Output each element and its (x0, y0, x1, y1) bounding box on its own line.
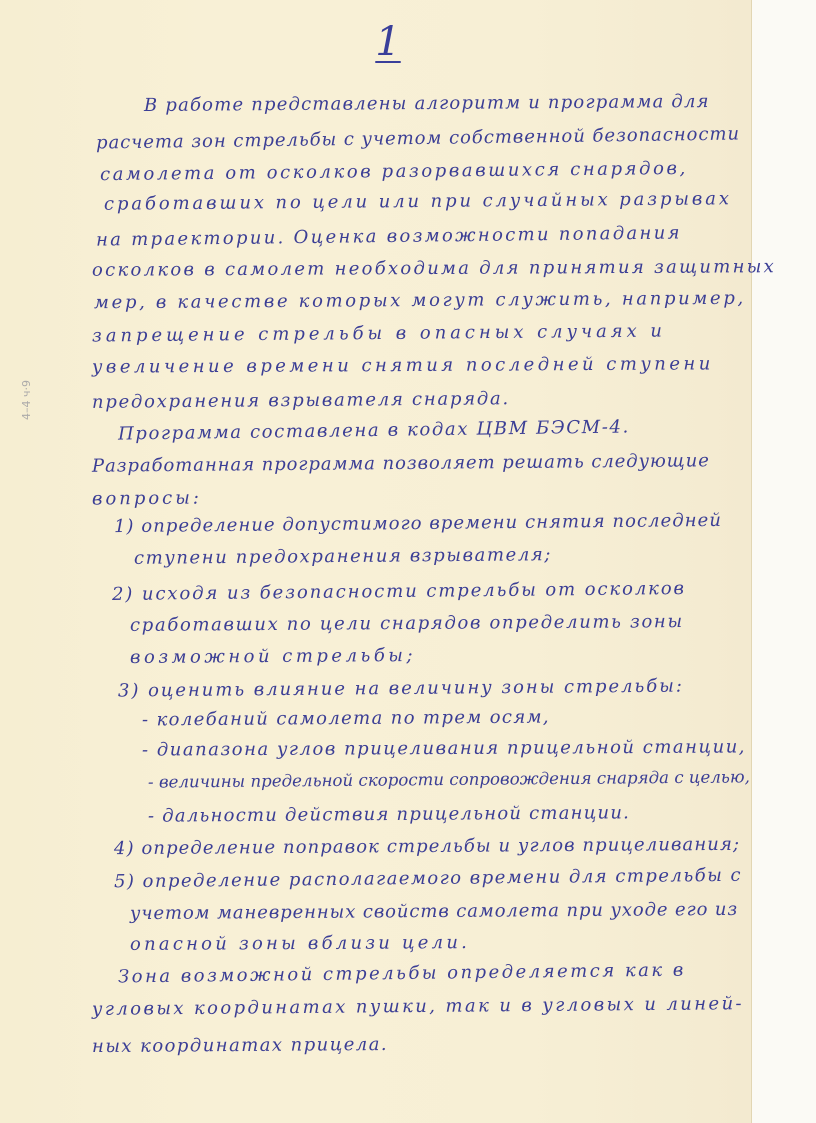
text-line: Зона возможной стрельбы определяется как в (117, 959, 686, 988)
text-line: - дальности действия прицельной станции. (147, 802, 631, 827)
text-line: 5) определение располагаемого времени для стрельбы с (113, 864, 743, 893)
text-line: - величины предельной скорости сопровождения снаряда с целью, (147, 767, 750, 792)
text-line: ных координатах прицела. (91, 1033, 389, 1058)
text-line: сработавших по цели или при случайных разрывах (103, 188, 732, 215)
text-line: - колебаний самолета по трем осям, (141, 706, 551, 731)
text-line: 1) определение допустимого времени снятия последней (113, 509, 723, 538)
text-line: сработавших по цели снарядов определить зоны (129, 611, 684, 636)
text-line: ступени предохранения взрывателя; (133, 544, 553, 569)
text-line: учетом маневренных свойств самолета при уходе его из (129, 898, 739, 925)
text-line: Программа составлена в кодах ЦВМ БЭСМ-4. (117, 416, 631, 445)
text-line: осколков в самолет необходима для принятия защитных (91, 256, 777, 281)
text-line: увеличение времени снятия последней ступени (91, 353, 714, 378)
text-line: опасной зоны вблизи цели. (129, 932, 471, 955)
text-line: расчета зон стрельбы с учетом собственной безопасности (95, 123, 741, 154)
text-line: угловых координатах пушки, так и в угловых и линей- (91, 993, 745, 1020)
text-line: возможной стрельбы; (129, 645, 417, 668)
text-line: - диапазона углов прицеливания прицельной станции, (141, 736, 747, 761)
text-line: предохранения взрывателя снаряда. (91, 388, 511, 413)
text-line: В работе представлены алгоритм и программа для (143, 91, 710, 116)
scan-background (752, 0, 816, 1123)
text-line: 3) оценить влияние на величину зоны стрельбы: (117, 675, 684, 702)
text-line: мер, в качестве которых могут служить, например, (93, 287, 746, 314)
text-line: вопросы: (91, 487, 202, 510)
text-line: Разработанная программа позволяет решать следующие (91, 450, 710, 477)
text-line: на траектории. Оценка возможности попадания (95, 222, 682, 251)
text-line: 2) исходя из безопасности стрельбы от осколков (111, 577, 686, 606)
page-number: 1 (375, 19, 401, 65)
text-line: запрещение стрельбы в опасных случаях и (91, 320, 667, 347)
text-line: 4) определение поправок стрельбы и углов прицеливания; (113, 833, 741, 860)
margin-note: 4–4 ч·9 (20, 380, 33, 420)
text-line: самолета от осколков разорвавшихся снарядов, (99, 157, 688, 186)
